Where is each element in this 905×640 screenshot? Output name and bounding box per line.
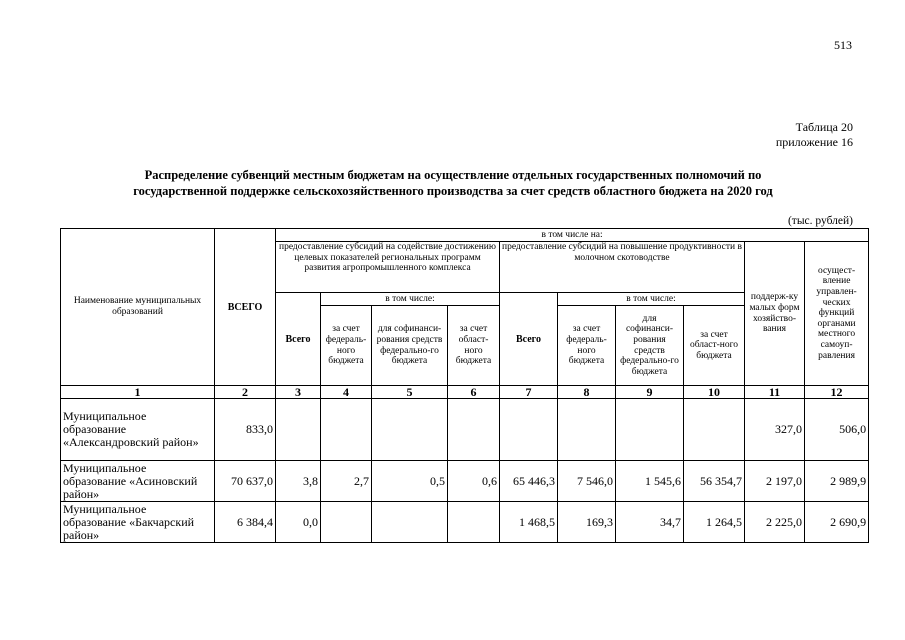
table-number: Таблица 20 bbox=[795, 120, 853, 134]
title-line-1: Распределение субвенций местным бюджетам на осуществление отдельных государственных полномочий по bbox=[144, 168, 762, 182]
header-dairy-federal: за счет федераль-ного бюджета bbox=[558, 306, 616, 386]
cell-value: 3,8 bbox=[276, 461, 321, 502]
cell-value: 833,0 bbox=[215, 399, 276, 461]
header-group-dairy-including: в том числе: bbox=[558, 293, 745, 306]
cell-value: 0,5 bbox=[372, 461, 448, 502]
cell-value: 65 446,3 bbox=[500, 461, 558, 502]
cell-value: 2 690,9 bbox=[805, 502, 869, 543]
cell-value: 34,7 bbox=[616, 502, 684, 543]
cell-value: 0,0 bbox=[276, 502, 321, 543]
cell-value bbox=[448, 399, 500, 461]
header-agro-federal: за счет федераль-ного бюджета bbox=[321, 306, 372, 386]
cell-value: 169,3 bbox=[558, 502, 616, 543]
subsidy-table bbox=[60, 228, 869, 543]
municipality-name: Муниципальное образование «Александровский район» bbox=[61, 399, 215, 461]
header-group-dairy-total: Всего bbox=[500, 293, 558, 386]
municipality-name: Муниципальное образование «Бакчарский район» bbox=[61, 502, 215, 543]
title-line-2: государственной поддержке сельскохозяйственного производства за счет средств областного бюджета на 2020 год bbox=[133, 184, 773, 198]
column-number: 7 bbox=[500, 386, 558, 399]
header-total: ВСЕГО bbox=[215, 229, 276, 386]
cell-value: 2 989,9 bbox=[805, 461, 869, 502]
cell-value: 2 225,0 bbox=[745, 502, 805, 543]
cell-value: 6 384,4 bbox=[215, 502, 276, 543]
header-local-gov: осущест-вление управлен-ческих функций органами местного самоуп-равления bbox=[805, 242, 869, 386]
cell-value: 2 197,0 bbox=[745, 461, 805, 502]
cell-value: 70 637,0 bbox=[215, 461, 276, 502]
column-number: 5 bbox=[372, 386, 448, 399]
header-group-agro-total: Всего bbox=[276, 293, 321, 386]
header-group-agro: предоставление субсидий на содействие достижению целевых показателей региональных программ развития агропромышленного комплекса bbox=[276, 242, 500, 293]
table-row bbox=[61, 399, 869, 461]
column-number: 10 bbox=[684, 386, 745, 399]
header-dairy-cofinancing: для софинанси-рования средств федерально-го бюджета bbox=[616, 306, 684, 386]
column-number: 3 bbox=[276, 386, 321, 399]
cell-value: 506,0 bbox=[805, 399, 869, 461]
cell-value: 1 264,5 bbox=[684, 502, 745, 543]
units-note: (тыс. рублей) bbox=[787, 215, 853, 227]
header-group-agro-including: в том числе: bbox=[321, 293, 500, 306]
municipality-name: Муниципальное образование «Асиновский район» bbox=[61, 461, 215, 502]
appendix-number: приложение 16 bbox=[775, 135, 853, 149]
column-number: 2 bbox=[215, 386, 276, 399]
column-number: 8 bbox=[558, 386, 616, 399]
cell-value: 56 354,7 bbox=[684, 461, 745, 502]
table-caption bbox=[776, 120, 853, 150]
cell-value bbox=[321, 502, 372, 543]
column-number: 11 bbox=[745, 386, 805, 399]
cell-value bbox=[500, 399, 558, 461]
cell-value bbox=[276, 399, 321, 461]
table-row bbox=[61, 502, 869, 543]
cell-value: 1 545,6 bbox=[616, 461, 684, 502]
column-number: 1 bbox=[61, 386, 215, 399]
header-including: в том числе на: bbox=[276, 229, 869, 242]
cell-value: 1 468,5 bbox=[500, 502, 558, 543]
cell-value: 2,7 bbox=[321, 461, 372, 502]
cell-value bbox=[448, 502, 500, 543]
cell-value: 327,0 bbox=[745, 399, 805, 461]
header-small-forms: поддерж-ку малых форм хозяйство-вания bbox=[745, 242, 805, 386]
column-number: 4 bbox=[321, 386, 372, 399]
cell-value bbox=[616, 399, 684, 461]
cell-value: 7 546,0 bbox=[558, 461, 616, 502]
header-dairy-regional: за счет област-ного бюджета bbox=[684, 306, 745, 386]
table-row bbox=[61, 461, 869, 502]
column-number-row bbox=[61, 386, 869, 399]
header-name: Наименование муниципальных образований bbox=[61, 229, 215, 386]
cell-value bbox=[558, 399, 616, 461]
page-number: 513 bbox=[834, 38, 852, 52]
cell-value bbox=[684, 399, 745, 461]
document-title bbox=[60, 167, 846, 199]
header-agro-cofinancing: для софинанси-рования средств федерально-го бюджета bbox=[372, 306, 448, 386]
column-number: 6 bbox=[448, 386, 500, 399]
cell-value bbox=[372, 399, 448, 461]
cell-value bbox=[321, 399, 372, 461]
cell-value bbox=[372, 502, 448, 543]
column-number: 12 bbox=[805, 386, 869, 399]
header-agro-regional: за счет област-ного бюджета bbox=[448, 306, 500, 386]
header-group-dairy: предоставление субсидий на повышение продуктивности в молочном скотоводстве bbox=[500, 242, 745, 293]
column-number: 9 bbox=[616, 386, 684, 399]
cell-value: 0,6 bbox=[448, 461, 500, 502]
